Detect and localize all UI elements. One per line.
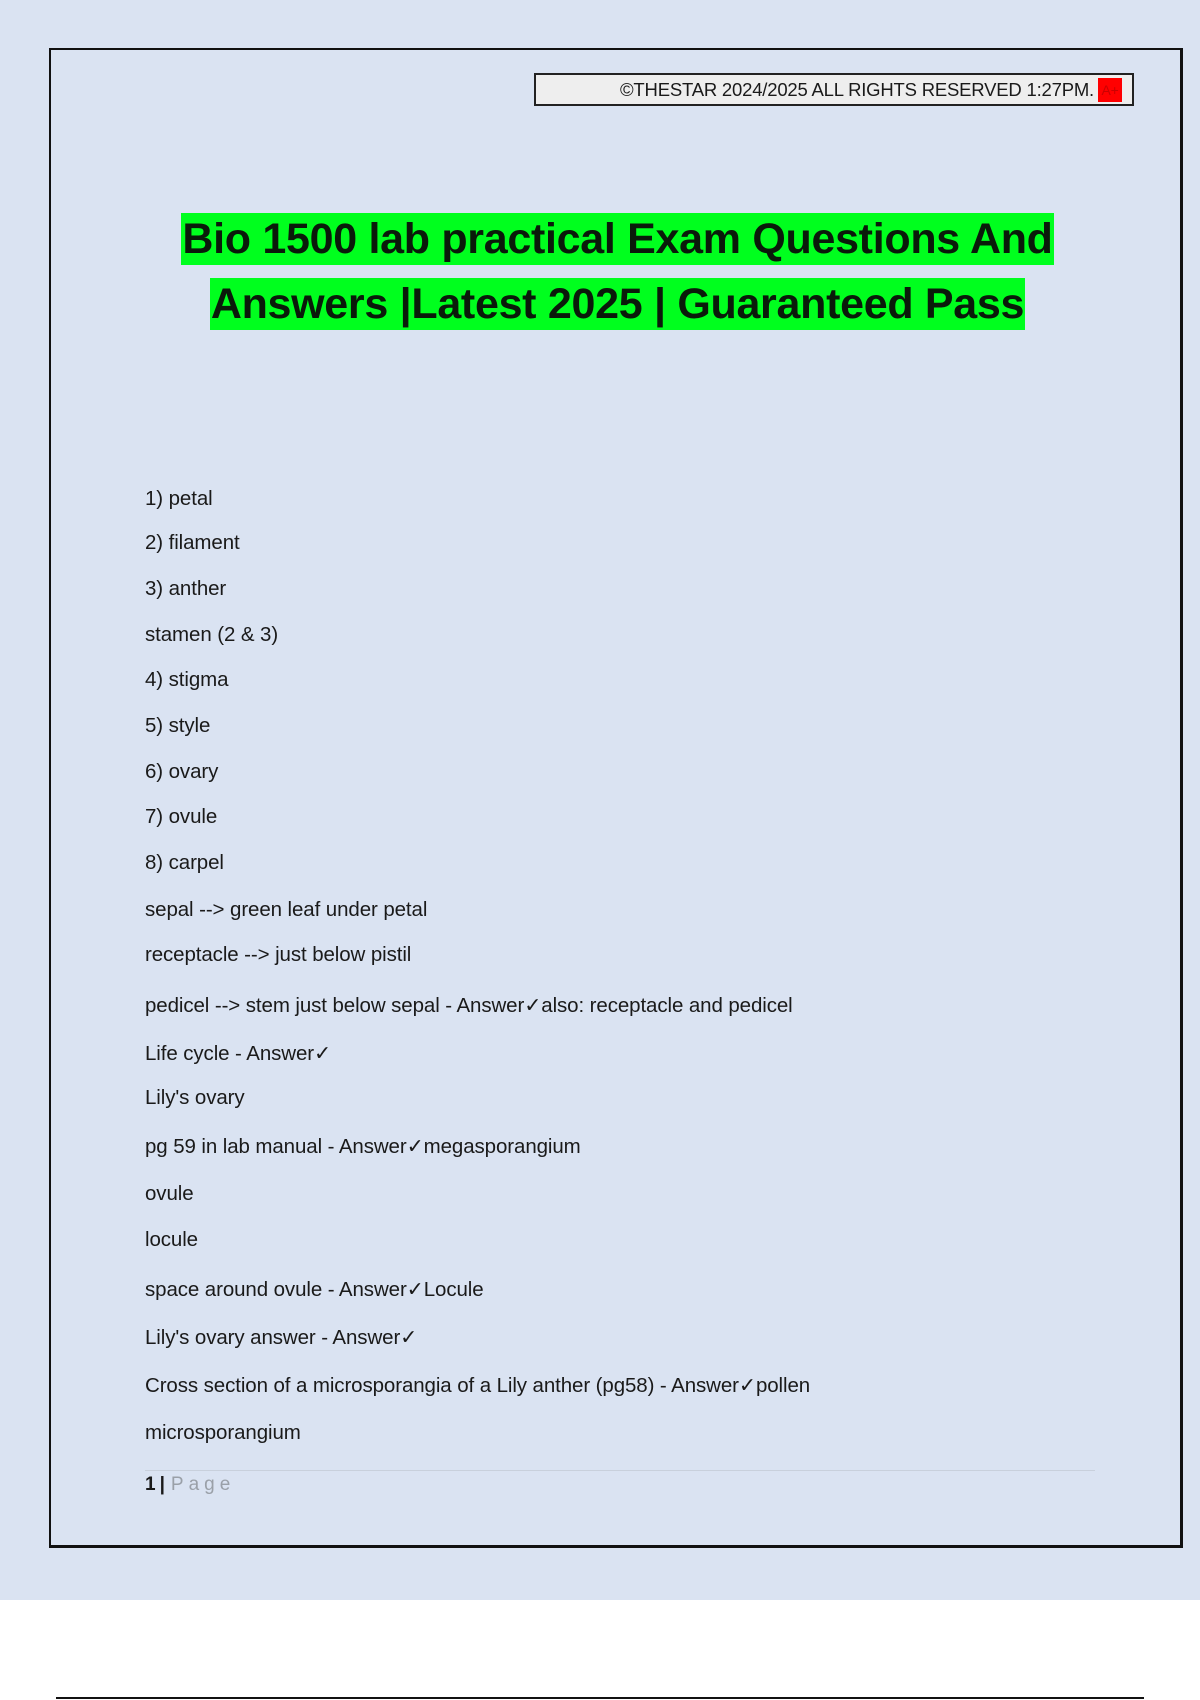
list-item: sepal --> green leaf under petal	[145, 898, 428, 921]
list-item: Lily's ovary	[145, 1086, 245, 1109]
list-item: Cross section of a microsporangia of a Lily anther (pg58) - Answer✓pollen	[145, 1374, 811, 1397]
list-item: 3) anther	[145, 577, 227, 600]
footer-divider	[145, 1470, 1095, 1471]
document-title	[90, 207, 1145, 337]
title-line-2: Answers |Latest 2025 | Guaranteed Pass	[210, 280, 1025, 328]
list-item: locule	[145, 1228, 198, 1251]
page-number: 1	[145, 1474, 156, 1495]
copyright-stamp	[534, 73, 1134, 106]
list-item: 6) ovary	[145, 760, 219, 783]
list-item: pedicel --> stem just below sepal - Answer✓also: receptacle and pedicel	[145, 994, 793, 1017]
bottom-divider	[56, 1697, 1144, 1699]
list-item: 2) filament	[145, 531, 240, 554]
list-item: pg 59 in lab manual - Answer✓megasporangium	[145, 1135, 581, 1158]
list-item: 4) stigma	[145, 668, 229, 691]
page-footer	[145, 1474, 235, 1496]
list-item: space around ovule - Answer✓Locule	[145, 1278, 484, 1301]
list-item: 7) ovule	[145, 805, 218, 828]
list-item: 8) carpel	[145, 851, 224, 874]
title-line-1: Bio 1500 lab practical Exam Questions And	[182, 215, 1053, 263]
list-item: receptacle --> just below pistil	[145, 943, 412, 966]
list-item: Life cycle - Answer✓	[145, 1042, 332, 1065]
list-item: 1) petal	[145, 487, 213, 510]
grade-badge: A+	[1098, 78, 1122, 102]
list-item: Lily's ovary answer - Answer✓	[145, 1326, 418, 1349]
list-item: 5) style	[145, 714, 211, 737]
list-item: ovule	[145, 1182, 194, 1205]
list-item: microsporangium	[145, 1421, 301, 1444]
list-item: stamen (2 & 3)	[145, 623, 279, 646]
footer-separator: |	[159, 1474, 165, 1495]
copyright-text: ©THESTAR 2024/2025 ALL RIGHTS RESERVED 1:27PM.	[620, 78, 1094, 100]
page-label: Page	[170, 1474, 236, 1495]
